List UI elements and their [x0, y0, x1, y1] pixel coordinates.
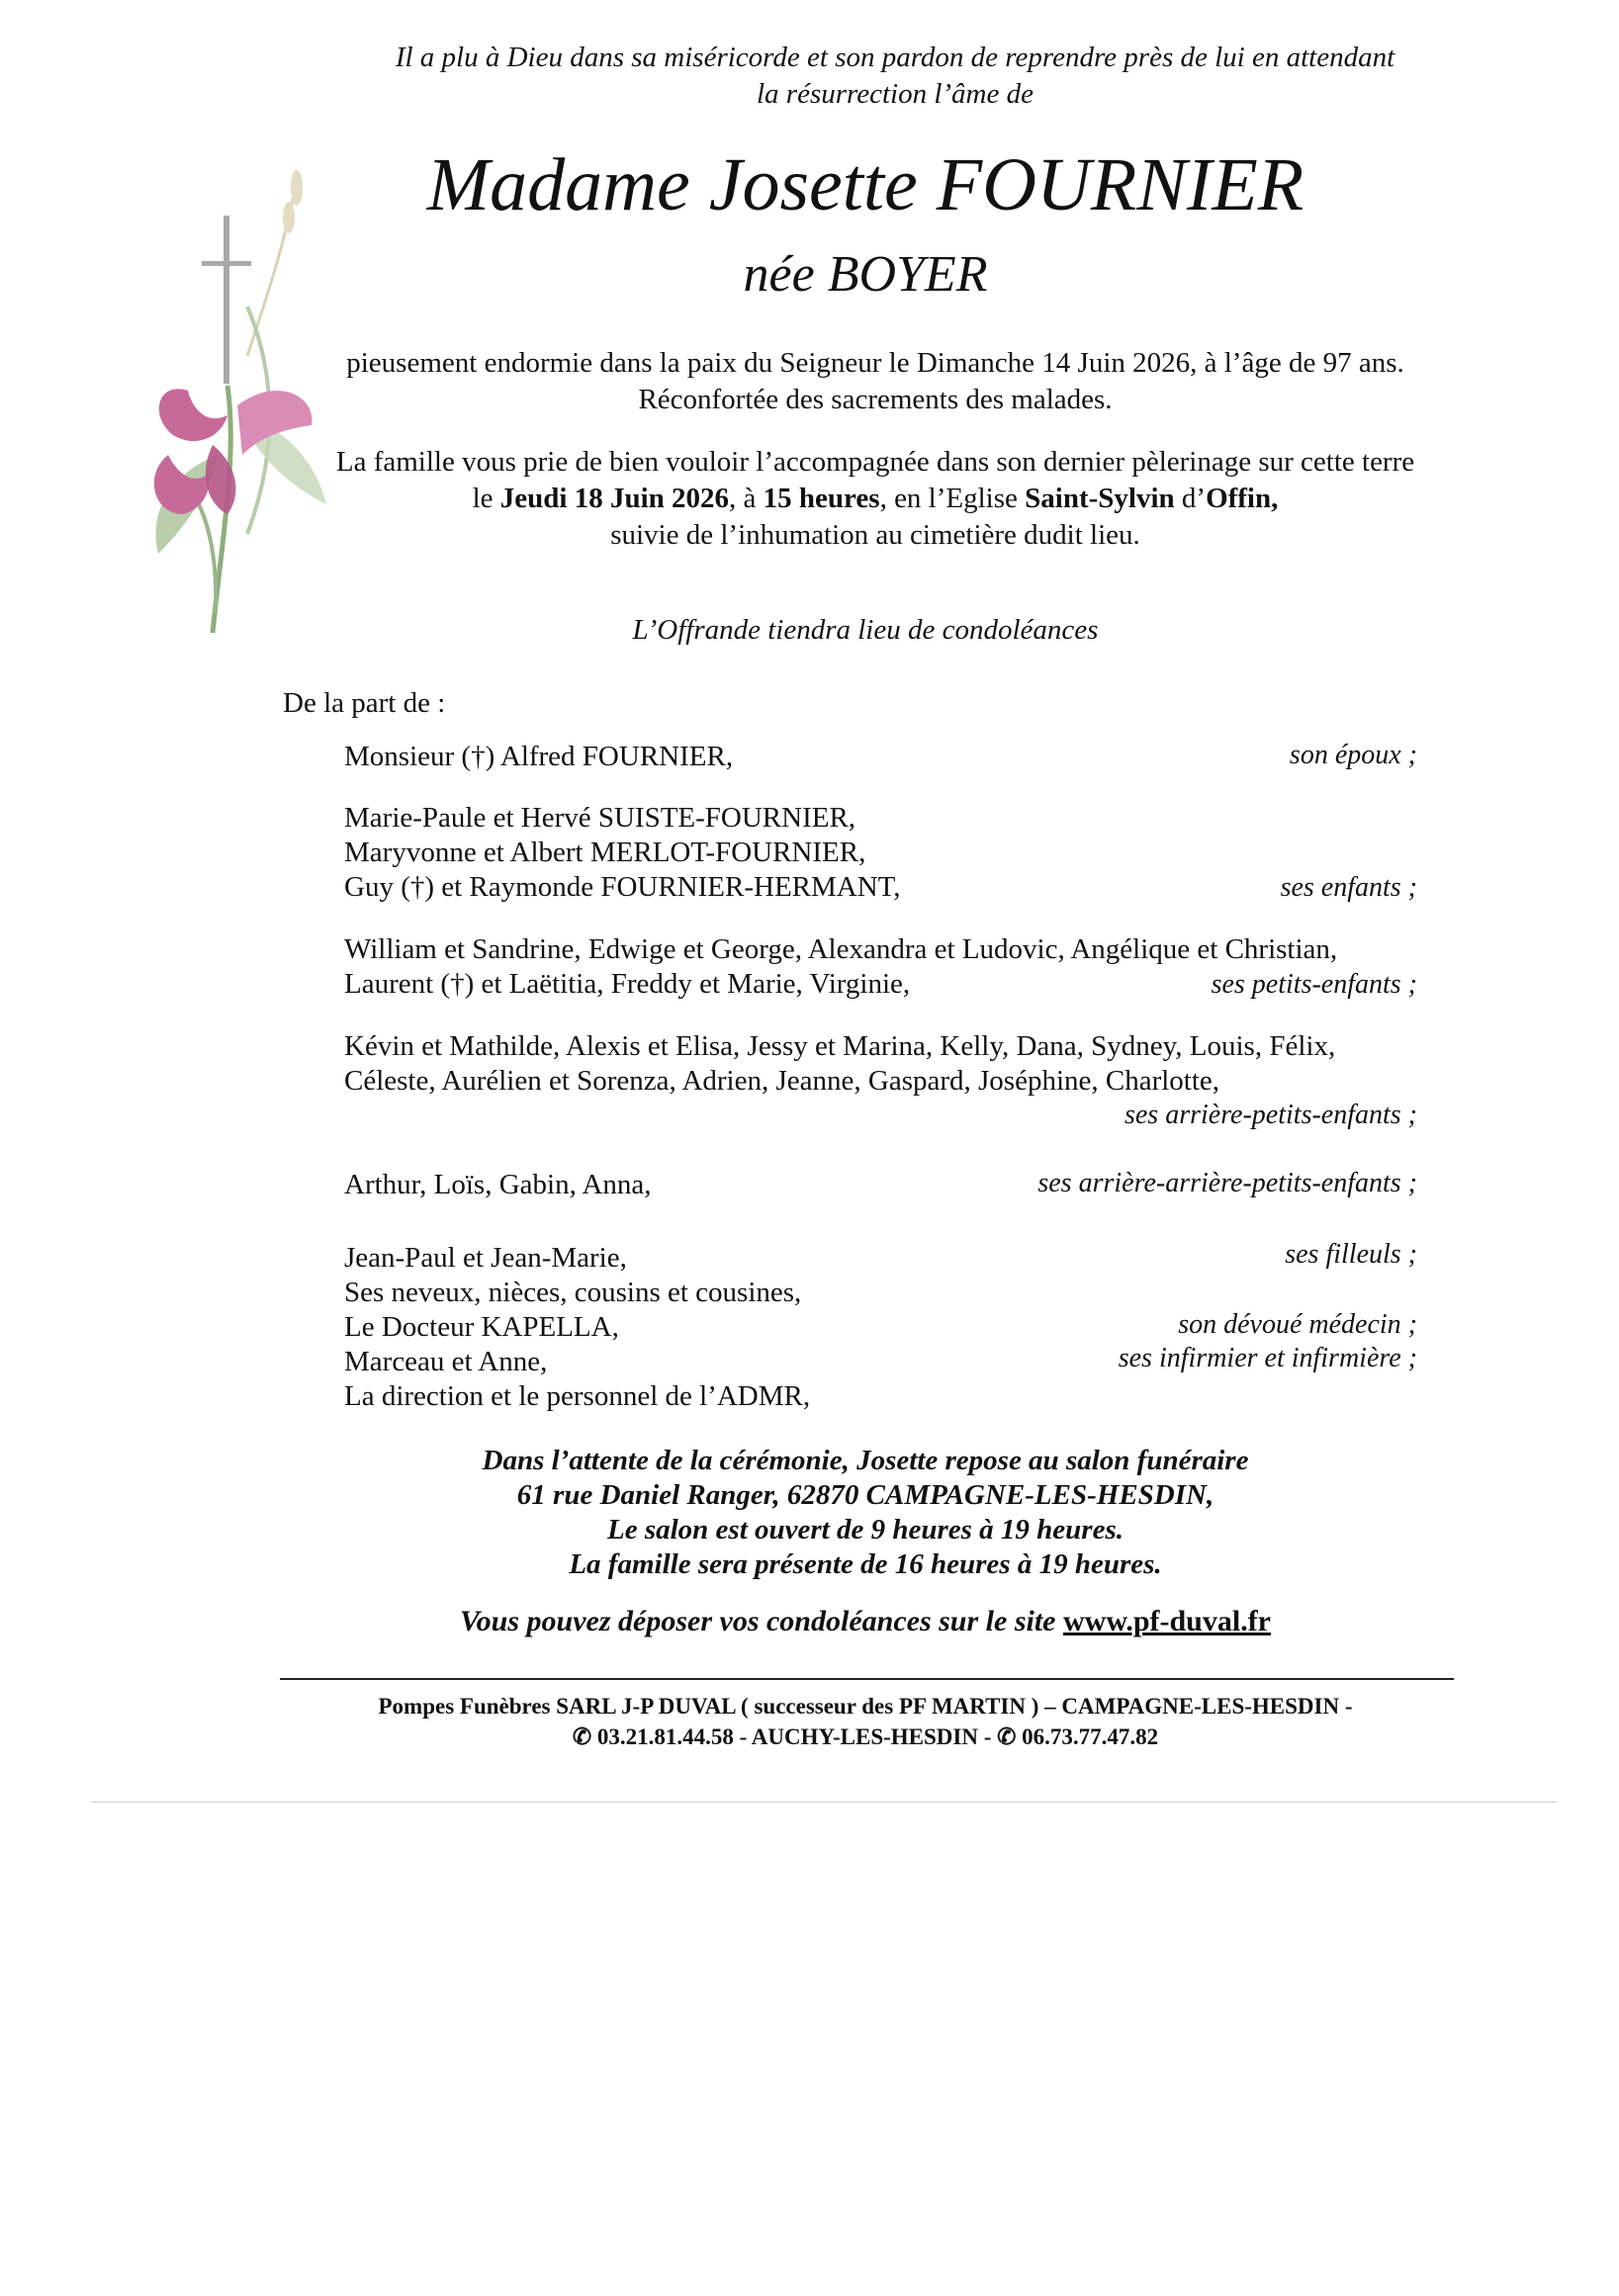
funeral-text: , à	[729, 483, 764, 514]
great-great-grandchildren-relation: ses arrière-arrière-petits-enfants ;	[1037, 1168, 1417, 1198]
death-line-2: Réconfortée des sacrements des malades.	[638, 384, 1113, 415]
nurses-names: Marceau et Anne,	[344, 1346, 548, 1377]
condolences-link[interactable]: www.pf-duval.fr	[1062, 1605, 1271, 1637]
funeral-line-3: suivie de l’inhumation au cimetière dudit lieu.	[610, 519, 1140, 551]
condolences-site	[287, 1605, 1444, 1638]
page-edge-line	[91, 1802, 1557, 1803]
death-announcement	[287, 345, 1464, 418]
child-line-3: Guy (†) et Raymonde FOURNIER-HERMANT,	[344, 871, 901, 903]
church-name: Saint-Sylvin	[1025, 483, 1175, 514]
funeral-text: , en l’Eglise	[879, 483, 1026, 514]
grandchild-line-2: Laurent (†) et Laëtitia, Freddy et Marie, Virginie,	[344, 968, 911, 1000]
intro-text	[287, 40, 1503, 113]
cross-icon	[202, 216, 251, 384]
notice-line-3: Le salon est ouvert de 9 heures à 19 heures.	[607, 1514, 1124, 1545]
from-label: De la part de :	[283, 687, 446, 719]
grandchildren-relation: ses petits-enfants ;	[1211, 969, 1417, 1000]
funeral-home-notice	[287, 1444, 1444, 1582]
footer-line-2: ✆ 03.21.81.44.58 - AUCHY-LES-HESDIN - ✆ 06.73.77.47.82	[572, 1724, 1159, 1749]
death-line-1: pieusement endormie dans la paix du Seigneur le Dimanche 14 Juin 2026, à l’âge de 97 ans.	[346, 347, 1404, 379]
admr-line: La direction et le personnel de l’ADMR,	[344, 1380, 811, 1412]
funeral-text: le	[472, 483, 500, 514]
nurses-relation: ses infirmier et infirmière ;	[1118, 1343, 1417, 1373]
great-great-grandchildren: Arthur, Loïs, Gabin, Anna,	[344, 1169, 652, 1200]
footer-divider	[280, 1678, 1454, 1680]
children-relation: ses enfants ;	[1280, 872, 1417, 903]
notice-line-2: 61 rue Daniel Ranger, 62870 CAMPAGNE-LES-HESDIN,	[516, 1479, 1214, 1511]
funeral-time: 15 heures	[763, 483, 880, 514]
offrande-note: L’Offrande tiendra lieu de condoléances	[632, 614, 1099, 646]
funeral-announcement	[287, 444, 1464, 554]
child-line-1: Marie-Paule et Hervé SUISTE-FOURNIER,	[344, 802, 856, 834]
grandchild-line-1: William et Sandrine, Edwige et George, Alexandra et Ludovic, Angélique et Christian,	[344, 933, 1338, 965]
funeral-date: Jeudi 18 Juin 2026	[499, 483, 730, 514]
deceased-name: Madame Josette FOURNIER	[426, 143, 1304, 226]
intro-line-1: Il a plu à Dieu dans sa miséricorde et son pardon de reprendre près de lui en attendant	[395, 42, 1395, 73]
funeral-text: d’	[1174, 483, 1207, 514]
great-grandchild-line-1: Kévin et Mathilde, Alexis et Elisa, Jessy et Marina, Kelly, Dana, Sydney, Louis, Félix,	[344, 1030, 1336, 1062]
godchildren: Jean-Paul et Jean-Marie,	[344, 1242, 627, 1274]
spouse-relation: son époux ;	[1289, 740, 1417, 770]
spouse-name: Monsieur (†) Alfred FOURNIER,	[344, 741, 734, 772]
intro-line-2: la résurrection l’âme de	[756, 78, 1034, 110]
condolences-text: Vous pouvez déposer vos condoléances sur le site	[459, 1605, 1063, 1637]
birth-name: née BOYER	[743, 246, 988, 303]
child-line-2: Maryvonne et Albert MERLOT-FOURNIER,	[344, 837, 866, 868]
funeral-place: Offin,	[1206, 483, 1279, 514]
funeral-director-footer	[287, 1691, 1444, 1752]
doctor-name: Le Docteur KAPELLA,	[344, 1311, 619, 1343]
nephews-line: Ses neveux, nièces, cousins et cousines,	[344, 1277, 802, 1308]
notice-line-1: Dans l’attente de la cérémonie, Josette repose au salon funéraire	[482, 1445, 1249, 1476]
footer-line-1: Pompes Funèbres SARL J-P DUVAL ( successeur des PF MARTIN ) – CAMPAGNE-LES-HESDIN -	[378, 1694, 1353, 1719]
great-grandchildren-relation: ses arrière-petits-enfants ;	[1124, 1100, 1417, 1130]
great-grandchild-line-2: Céleste, Aurélien et Sorenza, Adrien, Jeanne, Gaspard, Joséphine, Charlotte,	[344, 1065, 1220, 1097]
funeral-line-1: La famille vous prie de bien vouloir l’accompagnée dans son dernier pèlerinage sur cette terre	[335, 446, 1415, 478]
notice-line-4: La famille sera présente de 16 heures à 19 heures.	[569, 1548, 1162, 1580]
godchildren-relation: ses filleuls ;	[1285, 1239, 1417, 1270]
doctor-relation: son dévoué médecin ;	[1178, 1309, 1417, 1340]
funeral-line-2	[287, 481, 1464, 517]
